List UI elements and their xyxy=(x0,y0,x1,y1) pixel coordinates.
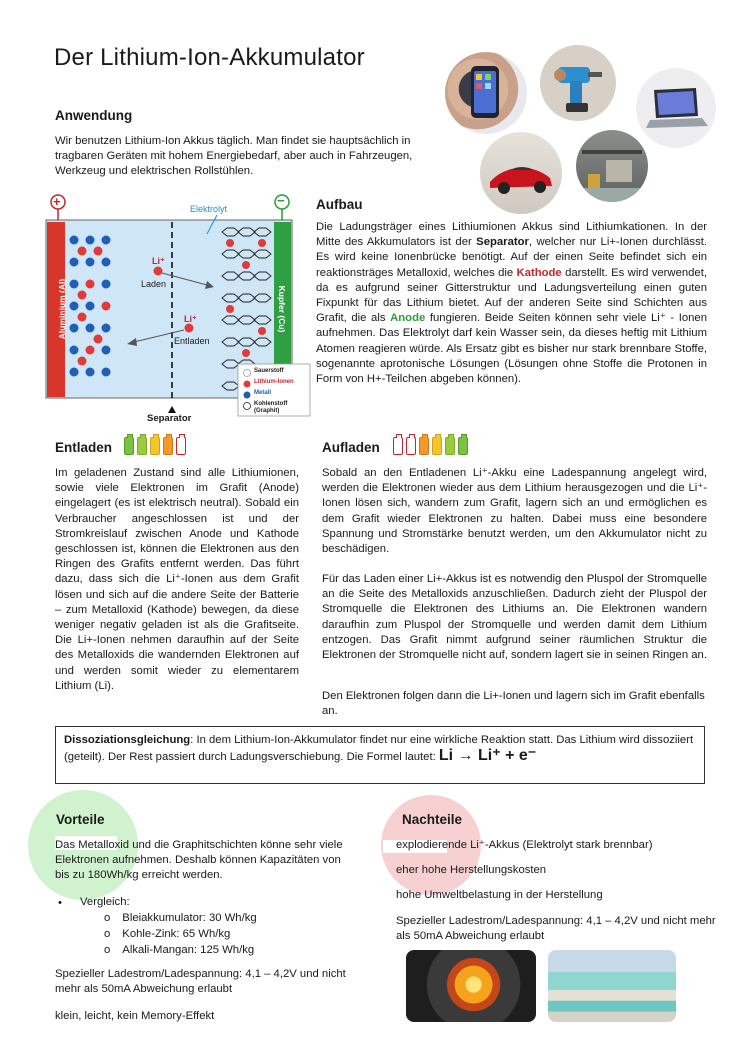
laden-label: Laden xyxy=(141,279,167,289)
plus-label: + xyxy=(53,194,61,209)
aufbau-text-1: Die Ladungsträger eines Lithiumionen Akkus sind Lithiumkationen. In der Mitte des Akkumulators ist der xyxy=(316,221,707,249)
aufladen-text-2: Für das Laden einer Li+-Akkus ist es notwendig den Pluspol der Stromquelle an die Seite des Metalloxids anzuschließen. Dadurch zieht der Pluspol der Stromquelle die Elektronen des Lithiums an. Die Elektronen wandern daraufhin zum Pluspol der Stromquelle und werden damit dem Lithium entzogen. Das Grafit nimmt aufgrund seiner räumlichen Struktur die Elektronen der Stromquelle nicht auf, sondern lagert sie in seinen Ringen an. xyxy=(322,573,707,662)
separator-label: Separator xyxy=(147,413,192,424)
aufbau-text-3: darstellt. Es wird verwendet, da es aufgrund seiner Gitterstruktur und Ladungsverteilung einen guten Fixpunkt für das Lithium bietet. Auf der anderen Seite sind Schichten aus Grafit, die als xyxy=(316,266,707,325)
vorteile-heading: Vorteile xyxy=(56,812,105,827)
vergleich-item-2-text: Kohle-Zink: 65 Wh/kg xyxy=(122,928,231,940)
entladen-text: Im geladenen Zustand sind alle Lithiumionen, sowie viele Elektronen im Grafit (Anode) eingelagert (es ist elektrisch neutral). Sobald ein Verbraucher angeschlossen ist und der Stromkreislauf zwischen Anode und Kathode geschlossen ist, können die Elektronen aus den Ringen des Grafits entfernt werden. Das führt dazu, dass sich die Li⁺-Ionen aus dem Grafit lösen und sich auf die andere Seite der Batterie – zum Metalloxid (Kathode) bewegen, da diese weniger negativ geladen ist als die Grafitseite. Die Li+-Ionen nehmen daraufhin auf der Seite des Metalloxids die wandernden Elektronen auf und werden somit wieder zu elementarem Lithium (Li). xyxy=(55,467,299,692)
aufbau-text xyxy=(316,220,707,387)
laptop-photo xyxy=(636,68,716,148)
vergleich-label: Vergleich: xyxy=(80,896,130,908)
smartphone-photo xyxy=(445,52,527,134)
lithium-mine-photo xyxy=(548,950,676,1022)
vergleich-bullet: • xyxy=(58,897,62,909)
vergleich-item-3-text: Alkali-Mangan: 125 Wh/kg xyxy=(122,944,255,956)
drill-photo xyxy=(540,45,616,121)
vergleich-item-2: o Kohle-Zink: 65 Wh/kg xyxy=(104,928,231,940)
li-ion-label-laden: Li⁺ xyxy=(152,256,165,266)
dissoziation-text xyxy=(64,733,696,765)
aufladen-heading: Aufladen xyxy=(322,440,380,455)
dissoziation-label: Dissoziationsgleichung xyxy=(64,734,191,746)
aufladen-text-3: Den Elektronen folgen dann die Li+-Ionen und lagern sich im Grafit ebenfalls an. xyxy=(322,690,705,718)
separator-term: Separator xyxy=(476,236,529,249)
anwendung-text: Wir benutzen Lithium-Ion Akkus täglich. Man findet sie hauptsächlich in tragbaren Geräten mit hohem Energiebedarf, aber auch in Fahrzeugen, Werkzeug und elektrischen Rollstühlen. xyxy=(55,135,413,178)
dissoziation-box xyxy=(55,726,705,784)
dissoziation-equation: Li → Li⁺ + e⁻ xyxy=(438,747,537,765)
page-title: Der Lithium-Ion-Akkumulator xyxy=(54,44,365,71)
battery-full-icon xyxy=(124,437,186,455)
legend-lithium-ionen: Lithium-Ionen xyxy=(254,379,294,385)
vergleich-item-1: o Bleiakkumulator: 30 Wh/kg xyxy=(104,912,257,924)
vergleich-item-1-text: Bleiakkumulator: 30 Wh/kg xyxy=(122,912,257,924)
aufladen-text-1: Sobald an den Entladenen Li⁺-Akku eine Ladespannung angelegt wird, werden die Elektronen wieder aus dem Lithium herausgezogen und die Li⁺-Ionen lösen sich, wandern zum Grafit, lagern sich an und ermöglichen es dem Grafit wieder Elektronen zu halten. Dabei muss eine besondere Spannung und Stromstärke benutzt werden, um den Akkumulator nicht zu beschädigen. xyxy=(322,467,707,556)
warehouse-photo xyxy=(576,130,648,202)
vergleich-item-3: o Alkali-Mangan: 125 Wh/kg xyxy=(104,944,255,956)
kathode-term: Kathode xyxy=(516,266,562,279)
legend-sauerstoff: Sauerstoff xyxy=(254,368,284,374)
kupfer-label: Kupfer (Cu) xyxy=(277,285,287,333)
entladen-heading: Entladen xyxy=(55,440,113,455)
anwendung-heading: Anwendung xyxy=(55,108,133,123)
battery-charging-icon xyxy=(393,437,468,455)
li-ion-label-entladen: Li⁺ xyxy=(184,314,197,324)
vorteile-ladestrom: Spezieller Ladestrom/Ladespannung: 4,1 – 4,2V und nicht mehr als 50mA Abweichung erlaubt xyxy=(55,968,346,996)
legend-metall: Metall xyxy=(254,390,272,396)
car-photo xyxy=(480,132,562,214)
nachteile-item-1: explodierende Li⁺-Akkus (Elektrolyt stark brennbar) xyxy=(396,839,653,851)
nachteile-item-2: eher hohe Herstellungskosten xyxy=(396,864,547,876)
fire-photo xyxy=(406,950,536,1022)
dissoziation-description: : In dem Lithium-Ion-Akkumulator findet nur eine wirkliche Reaktion statt. Das Lithium wird dissoziiert (geteilt). Der Rest passiert durch Ladungsverschiebung. Die Formel lautet: xyxy=(64,734,694,764)
elektrolyt-label: Elektrolyt xyxy=(190,204,228,214)
aluminium-label: Aluminium (Al) xyxy=(57,278,67,340)
aufbau-heading: Aufbau xyxy=(316,197,363,212)
vorteile-last: klein, leicht, kein Memory-Effekt xyxy=(55,1010,215,1022)
anode-term: Anode xyxy=(390,312,426,325)
nachteile-item-4: Spezieller Ladestrom/Ladespannung: 4,1 – 4,2V und nicht mehr als 50mA Abweichung erlaubt xyxy=(396,915,716,943)
vorteile-text: Das Metalloxid und die Graphitschichten könne sehr viele Elektronen aufnehmen. Deshalb können Kapazitäten von bis zu 180Wh/kg erreicht werden. xyxy=(55,839,343,882)
legend-kohlenstoff: Kohlenstoff (Graphit) xyxy=(254,401,288,414)
nachteile-item-3: hohe Umweltbelastung in der Herstellung xyxy=(396,889,603,901)
minus-label: − xyxy=(277,193,285,208)
aufbau-text-2: , welcher nur Li+-Ionen durchlässt. Es wird keine Ionenbrücke benötigt. Auf der einen Seite befindet sich ein reaktionsträges Metalloxid, welches die xyxy=(316,236,707,279)
nachteile-heading: Nachteile xyxy=(402,812,463,827)
battery-diagram xyxy=(42,192,312,422)
aufbau-text-4: fungieren. Beide Seiten können sehr viele Li⁺ - Ionen aufnehmen. Das Elektrolyt darf kein Wasser sein, da dieses heftig mit Lithium Atomen reagieren würde. Als Ersatz gibt es bisher nur stark brennbare Stoffe, sogenannte aprotonische Lösungen (Lösungen ohne Stoffe die Protonen in Form von H+-Teilchen abgeben können). xyxy=(316,312,707,386)
entladen-label: Entladen xyxy=(174,336,210,346)
